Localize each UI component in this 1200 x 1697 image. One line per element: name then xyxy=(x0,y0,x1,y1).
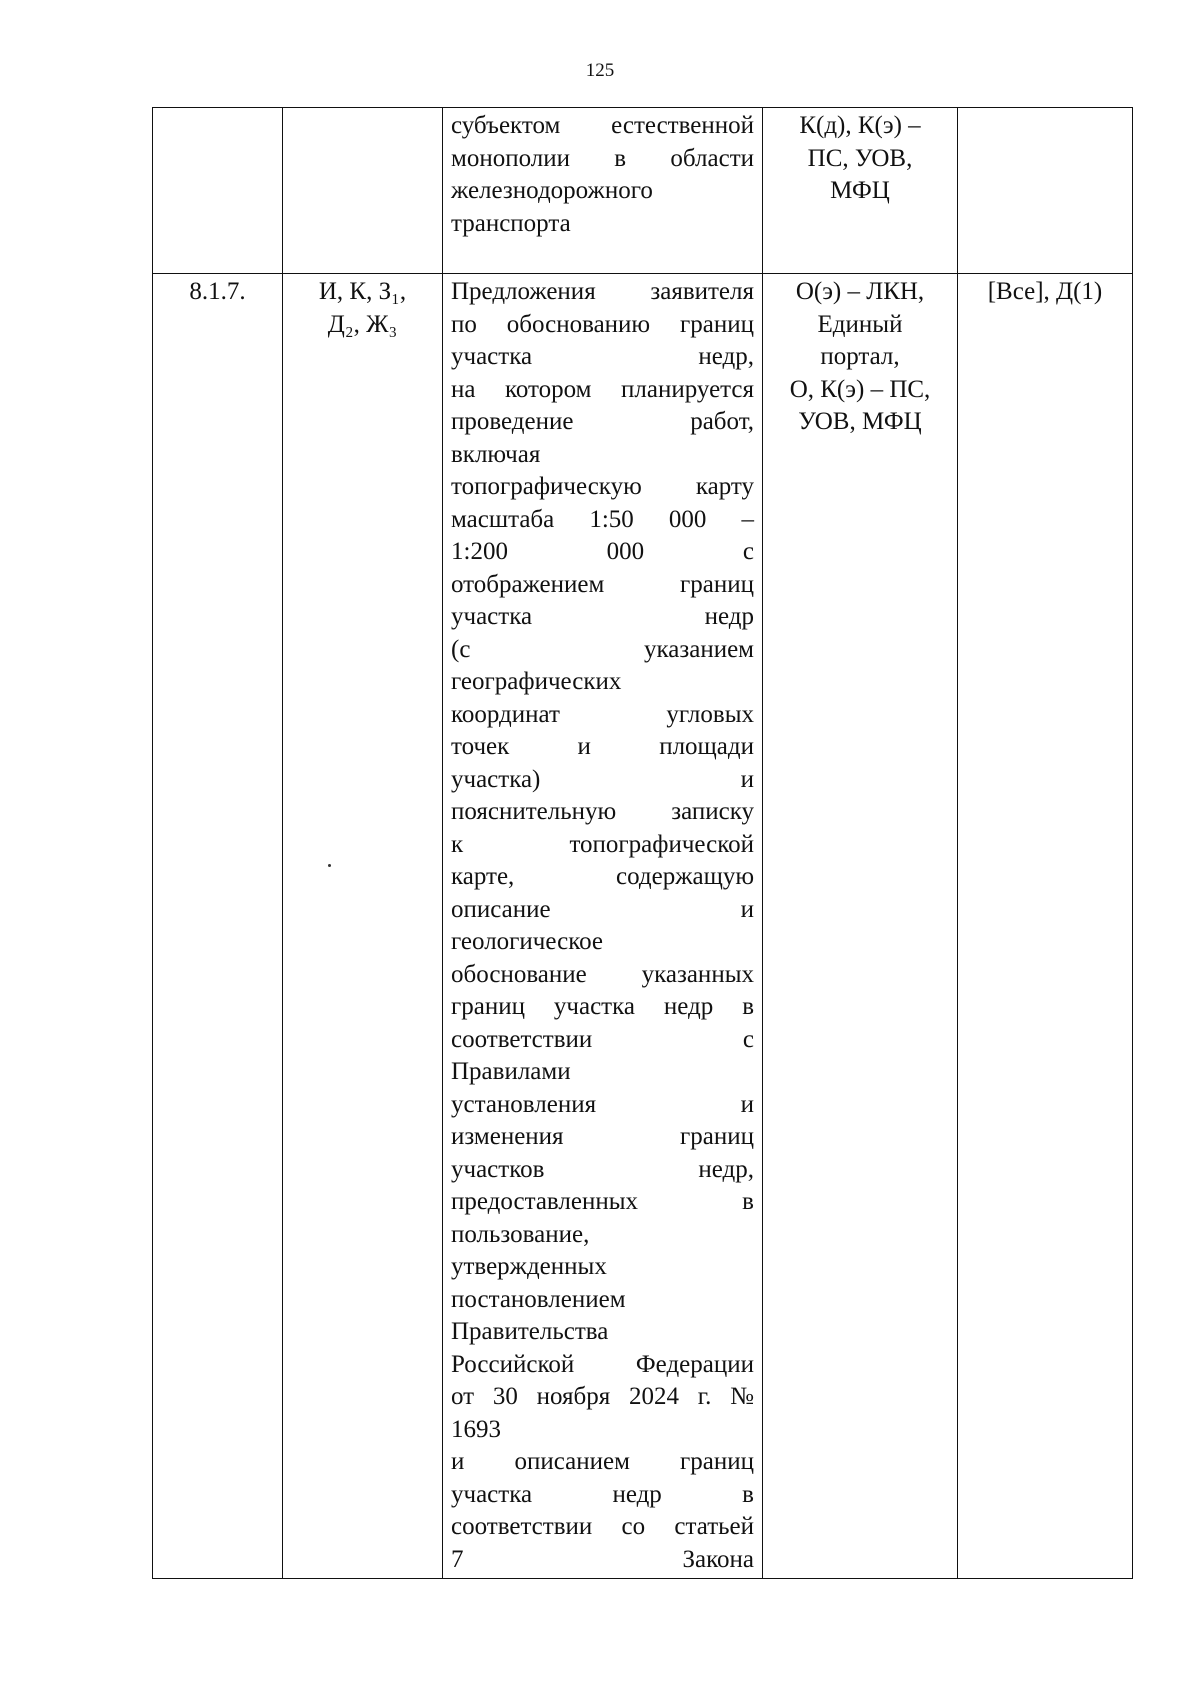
applicants-line: Д₂, Ж₃ xyxy=(327,310,398,338)
description-line: от 30 ноября 2024 г. № xyxy=(451,1383,754,1410)
description-line: железнодорожного xyxy=(451,177,653,204)
description-line: установления и xyxy=(451,1090,754,1118)
description-line: геологическое xyxy=(451,928,603,955)
method-cell xyxy=(763,108,958,274)
description-line: Российской Федерации xyxy=(451,1350,754,1378)
scan-speck xyxy=(328,864,331,867)
description-line: участка недр xyxy=(451,603,754,630)
description-line: координат угловых xyxy=(451,700,754,728)
description-line: 1693 xyxy=(451,1415,501,1443)
description-line: точек и площади xyxy=(451,733,754,760)
description-line: Предложения заявителя xyxy=(451,278,754,305)
description-line: топографическую карту xyxy=(451,473,754,500)
description-cell xyxy=(443,274,763,1579)
description-line: карте, содержащую xyxy=(451,863,754,890)
description-line: предоставленных в xyxy=(451,1188,754,1215)
method-line: портал, xyxy=(820,343,900,370)
row-number-cell xyxy=(153,108,283,274)
description-line: на котором планируется xyxy=(451,375,754,403)
method-cell xyxy=(763,274,958,1579)
description-line: пользование, xyxy=(451,1220,590,1248)
description-cell xyxy=(443,108,763,274)
description-line: монополии в области xyxy=(451,144,754,172)
description-line: обоснование указанных xyxy=(451,960,754,988)
description-line: по обоснованию границ xyxy=(451,310,754,338)
applicants-line: И, К, З₁, xyxy=(318,278,407,305)
description-line: к топографической xyxy=(451,830,754,858)
method-line: МФЦ xyxy=(830,177,890,204)
description-line: 1:200 000 с xyxy=(451,538,754,565)
applicants-cell xyxy=(283,108,443,274)
description-line: (с указанием xyxy=(451,635,754,663)
description-line: границ участка недр в xyxy=(451,993,754,1020)
description-line: пояснительную записку xyxy=(451,798,754,825)
applicants-cell xyxy=(283,274,443,1579)
description-line: субъектом естественной xyxy=(451,112,754,139)
description-line: участка) и xyxy=(451,765,754,793)
document-table xyxy=(152,107,1133,1579)
table-row xyxy=(153,108,1133,274)
description-line: соответствии со статьей xyxy=(451,1513,754,1540)
notes-cell: [Все], Д(1) xyxy=(958,274,1133,1579)
method-line: К(д), К(э) – xyxy=(799,112,921,139)
description-line: описание и xyxy=(451,895,754,923)
table-row xyxy=(153,274,1133,1579)
description-line: изменения границ xyxy=(451,1123,754,1150)
description-line: проведение работ, xyxy=(451,408,754,435)
page-number: 125 xyxy=(585,60,615,81)
row-number-cell: 8.1.7. xyxy=(153,274,283,1579)
description-line: географических xyxy=(451,668,622,695)
description-line: Правительства xyxy=(451,1318,609,1345)
description-line: отображением границ xyxy=(451,570,754,598)
method-line: УОВ, МФЦ xyxy=(798,408,922,435)
method-line: О(э) – ЛКН, xyxy=(795,278,925,305)
method-line: ПС, УОВ, xyxy=(807,144,913,172)
description-line: участка недр в xyxy=(451,1480,754,1508)
description-line: участков недр, xyxy=(451,1155,754,1183)
method-line: Единый xyxy=(817,310,903,338)
description-line: включая xyxy=(451,440,541,468)
description-line: утвержденных xyxy=(451,1253,607,1280)
description-line: 7 Закона xyxy=(451,1545,754,1573)
method-line: О, К(э) – ПС, xyxy=(789,375,931,403)
description-line: постановлением xyxy=(451,1285,626,1313)
notes-cell xyxy=(958,108,1133,274)
description-line: масштаба 1:50 000 – xyxy=(451,505,754,533)
description-line: Правилами xyxy=(451,1058,571,1085)
description-line: соответствии с xyxy=(451,1025,754,1053)
description-line: и описанием границ xyxy=(451,1448,754,1475)
description-line: транспорта xyxy=(451,209,571,237)
description-line: участка недр, xyxy=(451,343,754,370)
